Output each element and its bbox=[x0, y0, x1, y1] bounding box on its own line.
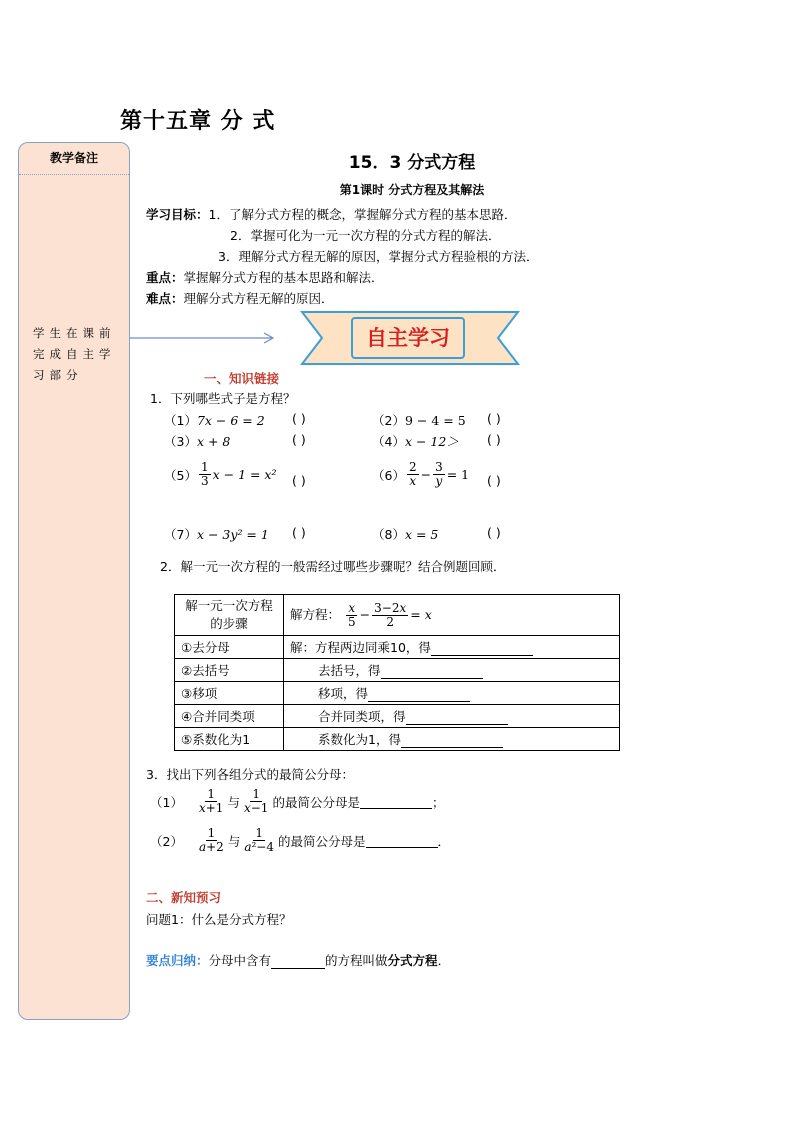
answer-paren-7[interactable]: ( ) bbox=[292, 525, 306, 540]
option-number: （4） bbox=[372, 434, 405, 449]
step-cell bbox=[284, 728, 620, 751]
answer-paren-4[interactable]: ( ) bbox=[487, 432, 501, 447]
answer-blank[interactable] bbox=[431, 655, 533, 656]
option-expression: 9 − 4 = 5 bbox=[404, 413, 466, 428]
step-label: ⑤系数化为1 bbox=[175, 728, 284, 751]
key-point-text: 掌握解分式方程的基本思路和解法． bbox=[183, 270, 384, 285]
objective-2: 2．掌握可化为一元一次方程的分式方程的解法． bbox=[230, 228, 501, 243]
option-8 bbox=[372, 525, 438, 543]
answer-paren-2[interactable]: ( ) bbox=[487, 411, 501, 426]
sidebar-note: 学生在课前完成自主学习部分 bbox=[33, 326, 116, 382]
fraction-3-2x-over-2: $\frac{3-2x}{2}$ bbox=[374, 600, 407, 629]
option-expression: x + 8 bbox=[196, 434, 231, 449]
fraction-1-over-x-minus-1: $\frac{1}{x-1}$ bbox=[243, 787, 269, 815]
step-text: 系数化为1，得 bbox=[318, 732, 401, 747]
table-header-row bbox=[175, 595, 620, 636]
option-number: （8） bbox=[372, 527, 405, 542]
key-point-label: 重点： bbox=[146, 270, 184, 285]
teaching-notes-sidebar bbox=[18, 142, 130, 1020]
key-summary bbox=[146, 951, 450, 969]
sidebar-header: 教学备注 bbox=[19, 143, 129, 175]
step-label: ①去分母 bbox=[175, 636, 284, 659]
step-text: 解：方程两边同乘10，得 bbox=[290, 640, 431, 655]
option-number: （5） bbox=[164, 467, 197, 483]
difficulty-label: 难点： bbox=[146, 291, 184, 306]
lesson-title: 第1课时 分式方程及其解法 bbox=[339, 183, 485, 197]
answer-blank[interactable] bbox=[271, 954, 325, 969]
summary-label: 要点归纳： bbox=[146, 953, 209, 968]
step-text: 去括号，得 bbox=[318, 663, 381, 678]
fraction-x-over-5: $\frac{x}{5}$ bbox=[348, 600, 356, 629]
difficulty bbox=[146, 289, 334, 307]
table-row bbox=[175, 705, 620, 728]
fraction-3-over-y: $\frac{3}{y}$ bbox=[435, 460, 443, 488]
lcd-item-2 bbox=[150, 827, 450, 854]
key-point bbox=[146, 268, 384, 286]
answer-blank[interactable] bbox=[381, 678, 483, 679]
table-row bbox=[175, 682, 620, 705]
option-4 bbox=[372, 432, 459, 450]
summary-text: 的方程叫做 bbox=[325, 953, 388, 968]
fraction-1-over-x-plus-1: $\frac{1}{x+1}$ bbox=[198, 787, 224, 815]
fraction-2-over-x: $\frac{2}{x}$ bbox=[408, 460, 417, 488]
question-1: 1．下列哪些式子是方程？ bbox=[150, 391, 296, 406]
difficulty-text: 理解分式方程无解的原因． bbox=[183, 291, 334, 306]
part1-heading: 一、知识链接 bbox=[204, 371, 280, 386]
step-text: 移项，得 bbox=[318, 686, 369, 701]
objectives-line-1 bbox=[146, 205, 516, 223]
summary-text: 分母中含有 bbox=[208, 953, 272, 968]
answer-paren-8[interactable]: ( ) bbox=[487, 525, 501, 540]
section-title: 15．3 分式方程 bbox=[348, 153, 476, 173]
item-end: ． bbox=[437, 833, 451, 849]
summary-end: ． bbox=[437, 953, 451, 968]
table-row bbox=[175, 636, 620, 659]
option-7 bbox=[164, 525, 269, 543]
item-number: （1） bbox=[150, 794, 183, 810]
answer-blank[interactable] bbox=[366, 833, 438, 848]
item-tail: 的最简公分母是 bbox=[272, 794, 360, 810]
fraction-1-over-a-plus-2: $\frac{1}{a+2}$ bbox=[198, 826, 224, 854]
option-expression: x − 1 = x² bbox=[212, 467, 277, 482]
banner-title: 自主学习 bbox=[366, 326, 450, 350]
option-number: （2） bbox=[372, 413, 405, 428]
option-number: （7） bbox=[164, 527, 197, 542]
chapter-title: 第十五章 分 式 bbox=[120, 108, 276, 134]
step-cell bbox=[284, 659, 620, 682]
step-text: 合并同类项，得 bbox=[318, 709, 406, 724]
option-5 bbox=[164, 461, 277, 488]
objective-1: 1．了解分式方程的概念，掌握解分式方程的基本思路． bbox=[208, 207, 517, 222]
step-cell bbox=[284, 705, 620, 728]
answer-blank[interactable] bbox=[406, 724, 508, 725]
option-expression: x − 12＞ bbox=[404, 434, 459, 449]
option-3 bbox=[164, 432, 230, 450]
table-header-equation: 解方程： $\frac{x}{5}$ − $\frac{3-2x}{2}$ = x bbox=[284, 595, 620, 636]
item-tail: 的最简公分母是 bbox=[277, 833, 366, 849]
steps-table bbox=[174, 594, 620, 751]
lcd-item-1 bbox=[150, 788, 444, 815]
part2-heading: 二、新知预习 bbox=[146, 890, 222, 905]
answer-blank[interactable] bbox=[368, 701, 470, 702]
item-connector: 与 bbox=[227, 833, 241, 849]
option-number: （6） bbox=[372, 467, 405, 483]
item-number: （2） bbox=[150, 833, 183, 849]
answer-paren-3[interactable]: ( ) bbox=[292, 432, 306, 447]
question-2: 2．解一元一次方程的一般需经过哪些步骤呢？结合例题回顾． bbox=[160, 559, 506, 574]
equation-prefix: 解方程： bbox=[290, 606, 341, 622]
option-expression: 7x − 6 = 2 bbox=[196, 413, 265, 428]
arrow-icon bbox=[130, 330, 280, 346]
item-connector: 与 bbox=[227, 794, 240, 810]
summary-term: 分式方程 bbox=[387, 953, 438, 968]
option-1 bbox=[164, 411, 265, 429]
step-label: ③移项 bbox=[175, 682, 284, 705]
table-row bbox=[175, 659, 620, 682]
fraction-1-over-a2-minus-4: $\frac{1}{\text{a²−4}}$ bbox=[244, 826, 274, 854]
question-what-is-fractional-equation: 问题1：什么是分式方程？ bbox=[146, 912, 292, 927]
objective-3: 3．理解分式方程无解的原因，掌握分式方程验根的方法． bbox=[218, 249, 539, 264]
option-expression: x = 5 bbox=[404, 527, 439, 542]
table-row bbox=[175, 728, 620, 751]
option-2 bbox=[372, 411, 466, 429]
step-cell bbox=[284, 682, 620, 705]
answer-paren-6[interactable]: ( ) bbox=[487, 473, 501, 488]
step-label: ④合并同类项 bbox=[175, 705, 284, 728]
item-end: ； bbox=[431, 794, 445, 810]
answer-blank[interactable] bbox=[401, 747, 503, 748]
step-cell bbox=[284, 636, 620, 659]
option-expression: = 1 bbox=[446, 467, 470, 482]
answer-blank[interactable] bbox=[360, 794, 432, 809]
answer-paren-1[interactable]: ( ) bbox=[292, 411, 306, 426]
option-6: （6） $\frac{2}{x}$ − $\frac{3}{y}$ = 1 bbox=[372, 460, 470, 488]
option-number: （1） bbox=[164, 413, 197, 428]
step-label: ②去括号 bbox=[175, 659, 284, 682]
fraction-one-third: $\frac{1}{3}$ bbox=[200, 460, 209, 488]
answer-paren-5[interactable]: ( ) bbox=[292, 473, 306, 488]
question-3: 3．找出下列各组分式的最简公分母： bbox=[146, 767, 354, 782]
objectives-label: 学习目标： bbox=[146, 207, 209, 222]
option-number: （3） bbox=[164, 434, 197, 449]
table-header-steps: 解一元一次方程的步骤 bbox=[175, 595, 284, 636]
option-expression: x − 3y² = 1 bbox=[196, 527, 269, 542]
